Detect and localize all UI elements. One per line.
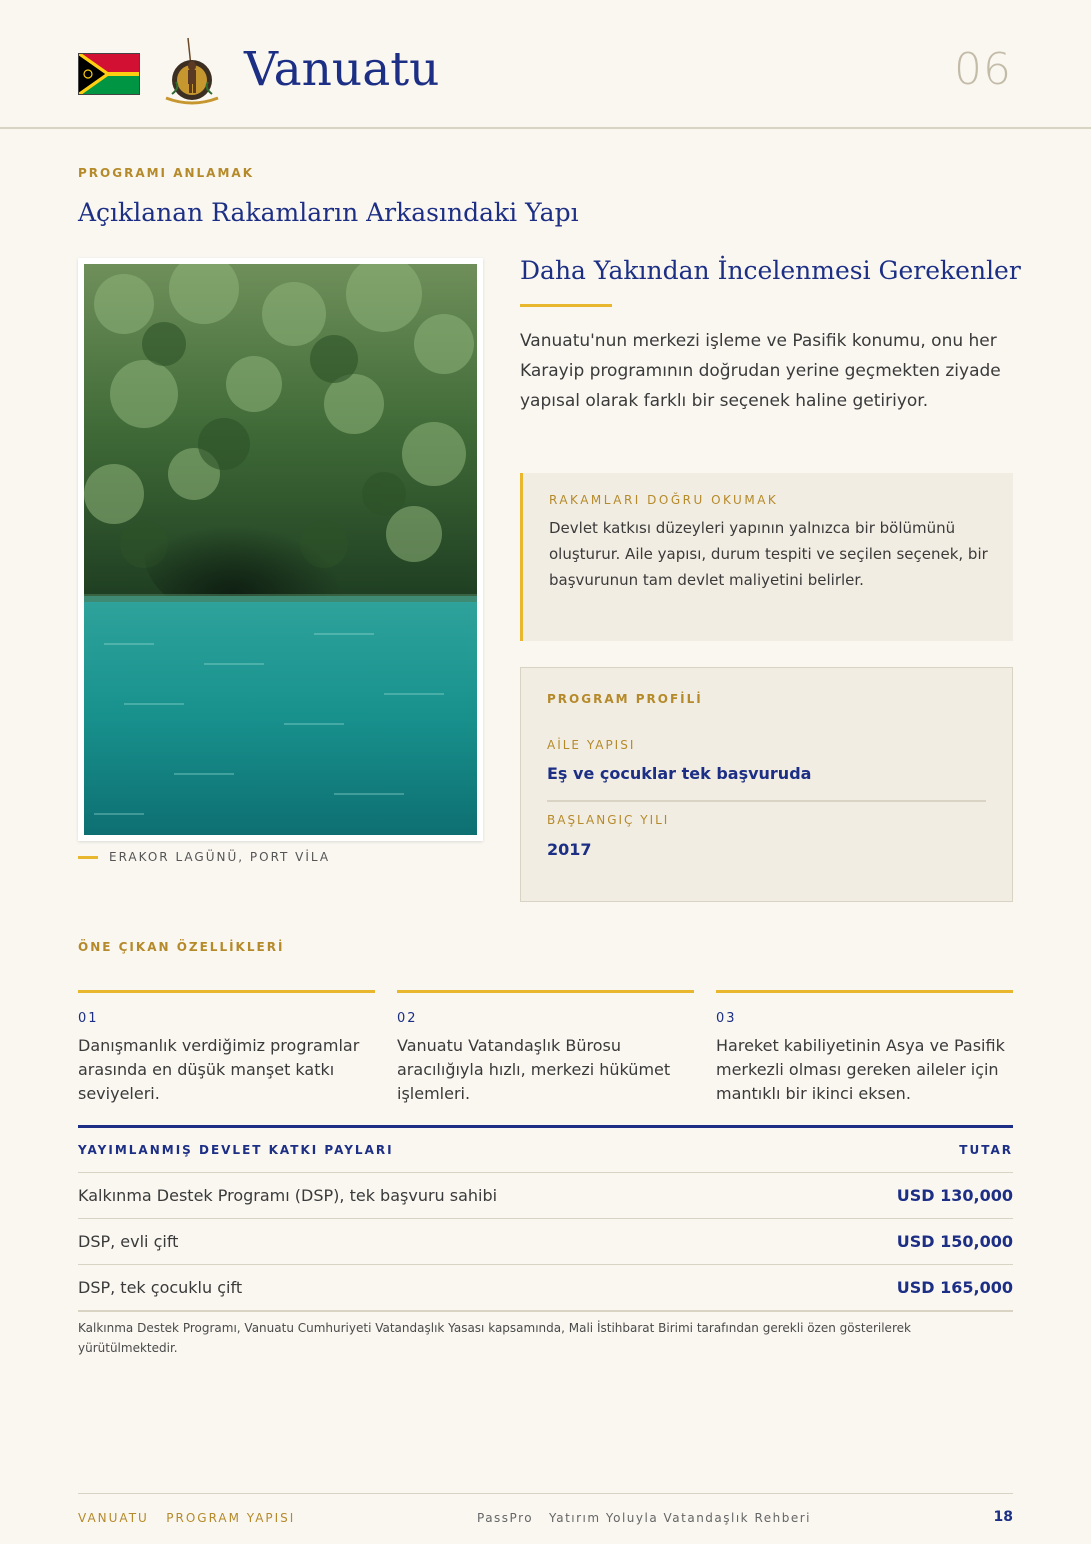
- start-year-label: BAŞLANGIÇ YILI: [547, 813, 670, 827]
- detail-accent-rule: [520, 304, 612, 307]
- table-row-amount: USD 150,000: [896, 1232, 1013, 1251]
- vanuatu-flag-icon: [78, 53, 140, 95]
- caption-text: ERAKOR LAGÜNÜ, PORT VİLA: [109, 850, 331, 864]
- table-footnote: Kalkınma Destek Programı, Vanuatu Cumhuriyeti Vatandaşlık Yasası kapsamında, Mali İstihbarat Birimi tarafından gerekli özen gösterilerek yürütülmektedir.: [78, 1321, 911, 1355]
- highlight-text: Danışmanlık verdiğimiz programlar arasında en düşük manşet katkı seviyeleri.: [78, 1036, 360, 1103]
- highlight-text: Vanuatu Vatandaşlık Bürosu aracılığıyla hızlı, merkezi hükümet işlemleri.: [397, 1036, 671, 1103]
- table-header: [78, 1128, 1013, 1173]
- callout-body: Devlet katkısı düzeyleri yapının yalnızca bir bölümünü oluşturur. Aile yapısı, durum tespiti ve seçilen seçenek, bir başvurunun tam devlet maliyetini belirler.: [549, 519, 988, 589]
- start-year-value: 2017: [547, 840, 592, 859]
- lagoon-photo-frame: [78, 258, 483, 841]
- callout-eyebrow: RAKAMLARI DOĞRU OKUMAK: [549, 493, 779, 507]
- profile-eyebrow: PROGRAM PROFİLİ: [547, 692, 703, 706]
- lagoon-photo: [84, 264, 477, 835]
- table-header-amount: TUTAR: [959, 1143, 1013, 1157]
- family-label: AİLE YAPISI: [547, 738, 636, 752]
- highlight-text: Hareket kabiliyetinin Asya ve Pasifik merkezli olması gereken aileler için mantıklı bir ikinci eksen.: [716, 1036, 1005, 1103]
- contribution-table: [78, 1125, 1013, 1312]
- highlight-item: [397, 990, 694, 1106]
- table-row-amount: USD 130,000: [896, 1186, 1013, 1205]
- program-profile-card: [520, 667, 1013, 902]
- table-row-label: Kalkınma Destek Programı (DSP), tek başvuru sahibi: [78, 1186, 498, 1205]
- table-row: [78, 1219, 1013, 1265]
- caption-dash: [78, 856, 98, 859]
- table-row: [78, 1173, 1013, 1219]
- footer-section-label: VANUATU PROGRAM YAPISI: [78, 1511, 296, 1525]
- page-header: [0, 0, 1091, 129]
- family-value: Eş ve çocuklar tek başvuruda: [547, 764, 812, 783]
- highlight-number: 03: [716, 1011, 737, 1026]
- table-row-amount: USD 165,000: [896, 1278, 1013, 1297]
- profile-divider: [547, 800, 986, 802]
- chapter-number: 06: [954, 44, 1012, 95]
- highlight-item: [78, 990, 375, 1106]
- page-footer: [78, 1493, 1013, 1525]
- table-row-label: DSP, tek çocuklu çift: [78, 1278, 243, 1297]
- table-header-label: YAYIMLANMIŞ DEVLET KATKI PAYLARI: [78, 1143, 394, 1157]
- section-eyebrow: PROGRAMI ANLAMAK: [78, 166, 254, 180]
- highlights-eyebrow: ÖNE ÇIKAN ÖZELLİKLERİ: [78, 940, 285, 954]
- detail-body: Vanuatu'nun merkezi işleme ve Pasifik konumu, onu her Karayip programının doğrudan yerine geçmekten ziyade yapısal olarak farklı bir seçenek haline getiriyor.: [520, 331, 1001, 411]
- table-row-label: DSP, evli çift: [78, 1232, 179, 1251]
- footer-publication: PassPro Yatırım Yoluyla Vatandaşlık Rehberi: [477, 1511, 812, 1525]
- highlight-item: [716, 990, 1013, 1106]
- callout-box: [520, 473, 1013, 641]
- page-number: 18: [993, 1509, 1013, 1525]
- coat-of-arms-icon: [162, 36, 222, 110]
- highlight-number: 02: [397, 1011, 418, 1026]
- highlight-number: 01: [78, 1011, 99, 1026]
- section-title: Açıklanan Rakamların Arkasındaki Yapı: [78, 198, 579, 227]
- table-row: [78, 1265, 1013, 1312]
- detail-title: Daha Yakından İncelenmesi Gerekenler: [520, 256, 1021, 285]
- country-title: Vanuatu: [244, 42, 440, 97]
- photo-caption: [78, 850, 330, 864]
